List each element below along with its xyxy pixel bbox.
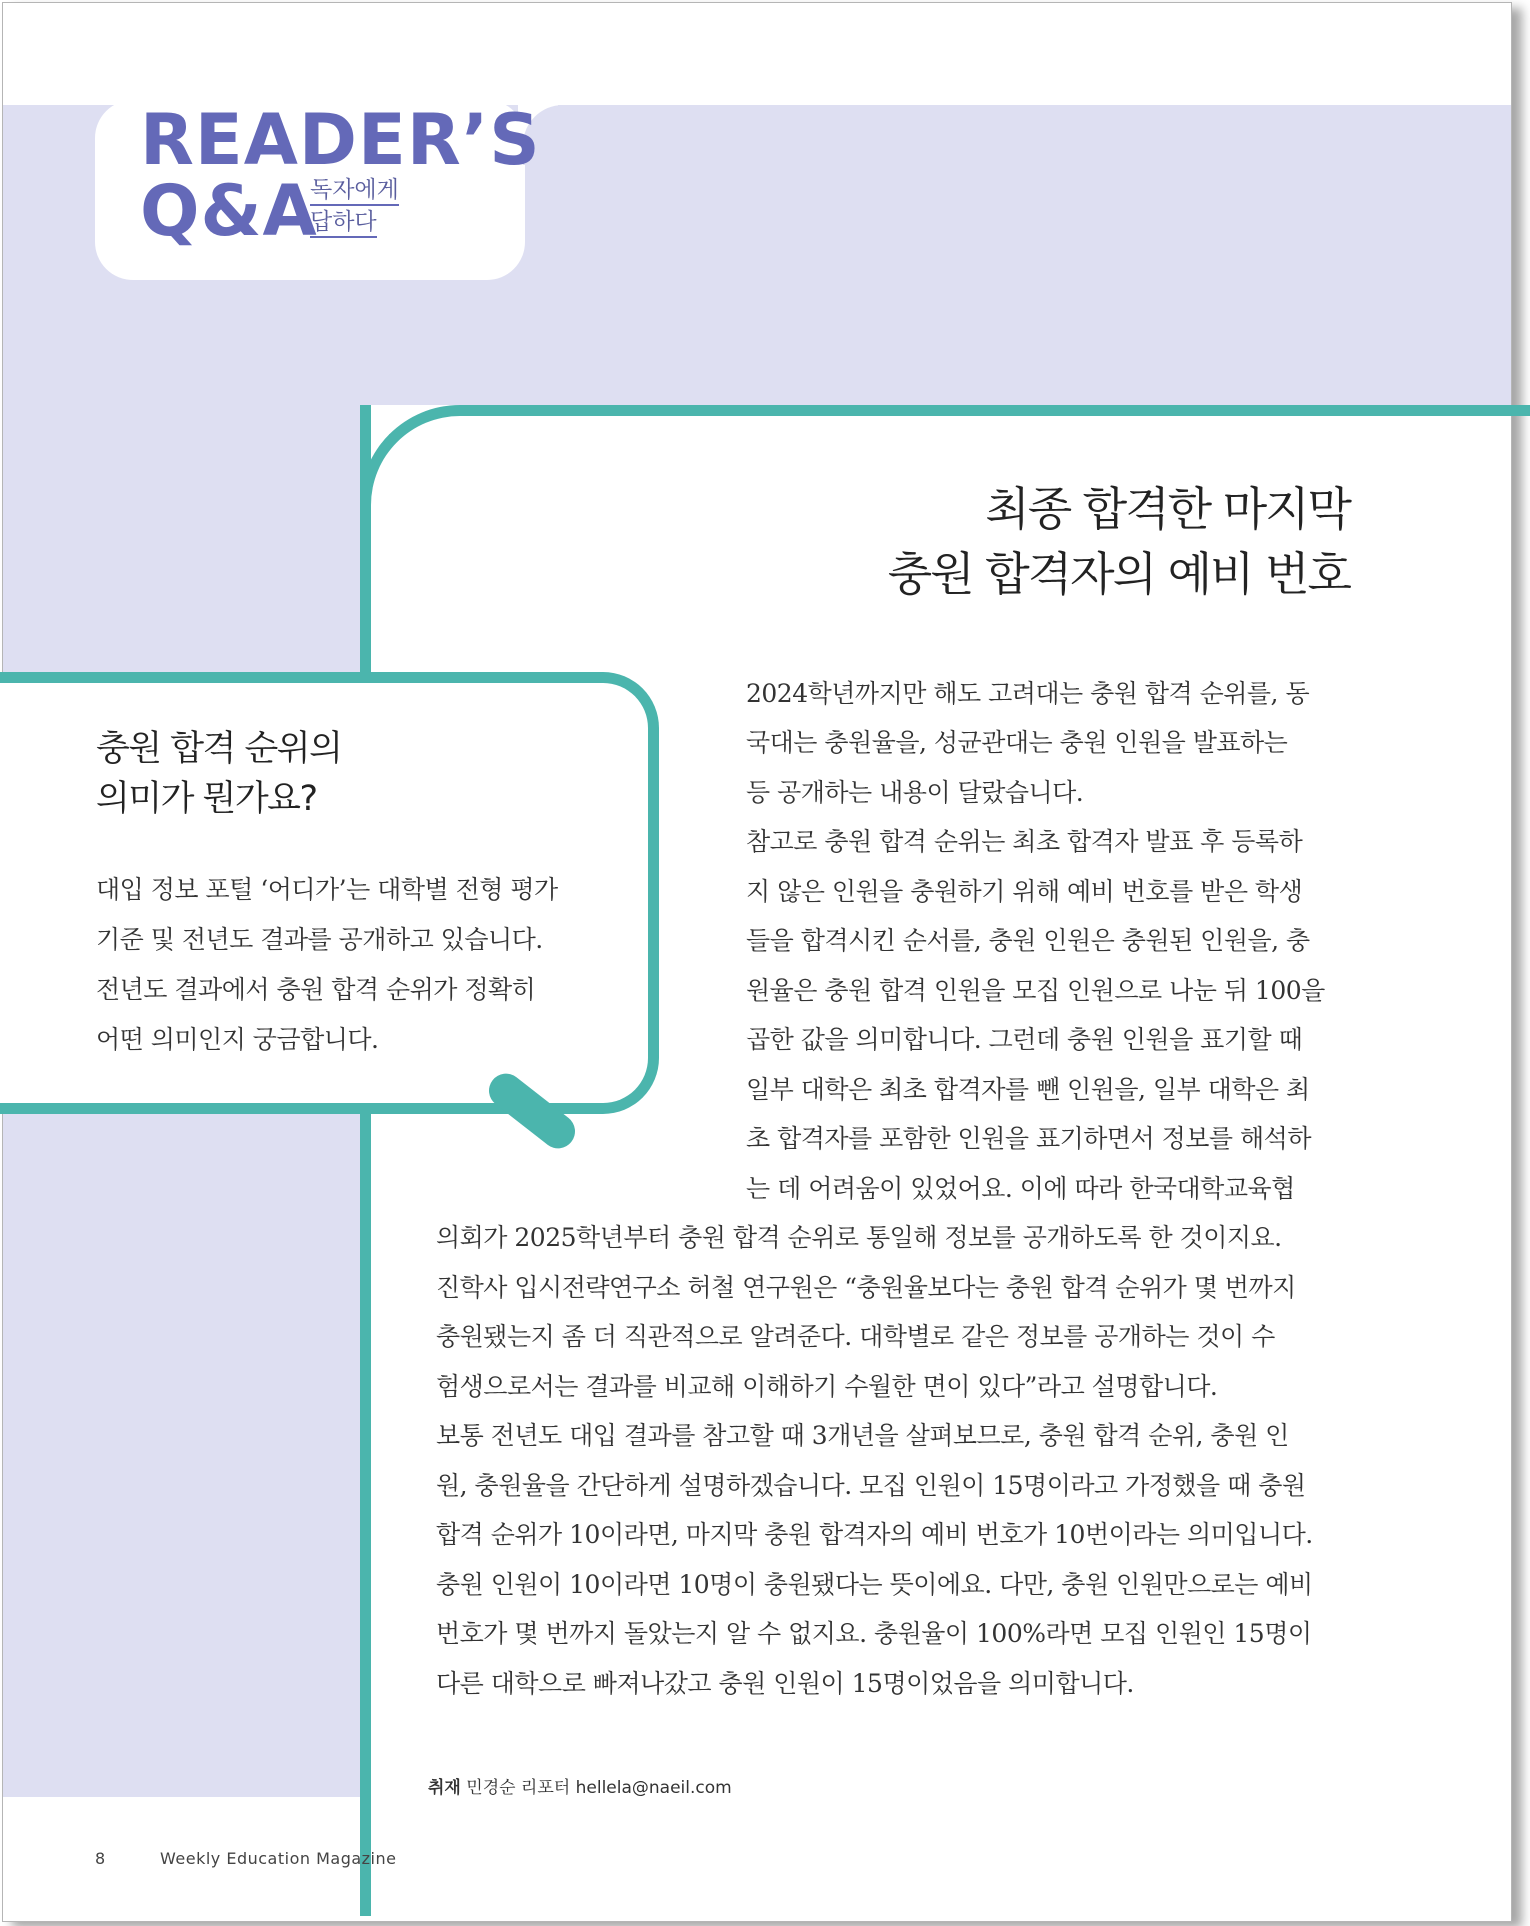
answer-body-line: 진학사 입시전략연구소 허철 연구원은 “충원율보다는 충원 합격 순위가 몇 번까지	[436, 1273, 1296, 1302]
answer-body-line: 충원 인원이 10이라면 10명이 충원됐다는 뜻이에요. 다만, 충원 인원만으로는 예비	[436, 1570, 1313, 1599]
reporter-credit	[428, 1773, 732, 1798]
answer-body-line: 원, 충원율을 간단하게 설명하겠습니다. 모집 인원이 15명이라고 가정했을 때 충원	[436, 1471, 1306, 1500]
answer-title-line1: 최종 합격한 마지막	[985, 482, 1350, 536]
question-body-line: 대입 정보 포털 ‘어디가’는 대학별 전형 평가	[96, 875, 558, 904]
answer-body-line: 합격 순위가 10이라면, 마지막 충원 합격자의 예비 번호가 10번이라는 의미입니다.	[436, 1520, 1313, 1549]
answer-body-line: 들을 합격시킨 순서를, 충원 인원은 충원된 인원을, 충	[746, 926, 1310, 955]
page-number: 8	[95, 1849, 106, 1868]
credit-name: 민경순 리포터	[466, 1778, 571, 1798]
answer-body-line: 참고로 충원 합격 순위는 최초 합격자 발표 후 등록하	[746, 827, 1303, 856]
answer-body-line: 국대는 충원율을, 성균관대는 충원 인원을 발표하는	[746, 728, 1288, 757]
answer-body-line: 보통 전년도 대입 결과를 참고할 때 3개년을 살펴보므로, 충원 합격 순위, 충원 인	[436, 1421, 1289, 1450]
answer-body-line: 지 않은 인원을 충원하기 위해 예비 번호를 받은 학생	[746, 877, 1303, 906]
answer-body-line: 일부 대학은 최초 합격자를 뺀 인원을, 일부 대학은 최	[746, 1075, 1310, 1104]
answer-body-line: 번호가 몇 번까지 돌았는지 알 수 없지요. 충원율이 100%라면 모집 인원인 15명이	[436, 1619, 1312, 1648]
answer-title-line2: 충원 합격자의 예비 번호	[887, 547, 1350, 601]
answer-body-line: 등 공개하는 내용이 달랐습니다.	[746, 778, 1084, 807]
question-title-line2: 의미가 뭔가요?	[96, 779, 317, 819]
answer-body-line: 원율은 충원 합격 인원을 모집 인원으로 나눈 뒤 100을	[746, 976, 1325, 1005]
answer-body-line: 의회가 2025학년부터 충원 합격 순위로 통일해 정보를 공개하도록 한 것이지요.	[436, 1223, 1282, 1252]
question-body-line: 기준 및 전년도 결과를 공개하고 있습니다.	[96, 925, 543, 954]
answer-body-line: 다른 대학으로 빠져나갔고 충원 인원이 15명이었음을 의미합니다.	[436, 1669, 1134, 1698]
question-body-line: 어떤 의미인지 궁금합니다.	[96, 1025, 379, 1054]
question-title-line1: 충원 합격 순위의	[96, 729, 342, 769]
answer-body-line: 초 합격자를 포함한 인원을 표기하면서 정보를 해석하	[746, 1124, 1311, 1153]
answer-body-line: 2024학년까지만 해도 고려대는 충원 합격 순위를, 동	[746, 679, 1310, 708]
answer-body-line: 곱한 값을 의미합니다. 그런데 충원 인원을 표기할 때	[746, 1025, 1303, 1054]
logo-subtitle-line2: 답하다	[310, 211, 377, 238]
question-body-line: 전년도 결과에서 충원 합격 순위가 정확히	[96, 975, 536, 1004]
credit-label: 취재	[428, 1778, 461, 1798]
answer-body-line: 는 데 어려움이 있었어요. 이에 따라 한국대학교육협	[746, 1174, 1295, 1203]
answer-body-line: 험생으로서는 결과를 비교해 이해하기 수월한 면이 있다”라고 설명합니다.	[436, 1372, 1218, 1401]
logo-subtitle-line1: 독자에게	[310, 179, 399, 206]
credit-email: hellela@naeil.com	[575, 1778, 732, 1798]
logo-qa: Q&A	[140, 170, 318, 252]
logo-readers: READER’S	[140, 99, 541, 181]
magazine-name: Weekly Education Magazine	[160, 1849, 397, 1868]
answer-body-line: 충원됐는지 좀 더 직관적으로 알려준다. 대학별로 같은 정보를 공개하는 것이 수	[436, 1322, 1275, 1351]
